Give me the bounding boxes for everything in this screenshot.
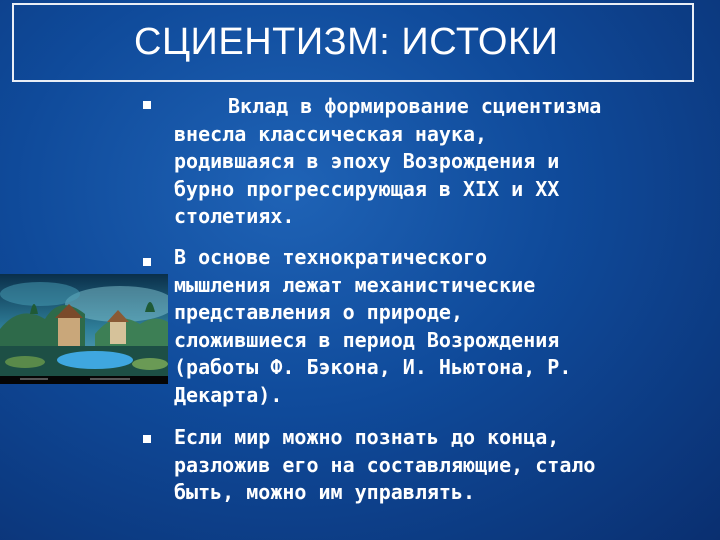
bullet-text-3: Если мир можно познать до конца, разложив его на составляющие, стало быть, можно им управлять. — [174, 425, 596, 504]
landscape-illustration — [0, 274, 168, 384]
title-frame — [12, 3, 694, 82]
fantasy-landscape-image — [0, 274, 168, 384]
bullet-text-2: В основе технократического мышления лежат механистические представления о природе, сложившиеся в период Возрождения (работы Ф. Бэкона, И. Ньютона, Р. Декарта). — [174, 245, 572, 407]
bullet-marker-3 — [143, 435, 151, 443]
bullet-marker-2 — [143, 258, 151, 266]
bullet-text-1: Вклад в формирование сциентизма внесла классическая наука, родившаяся в эпоху Возрождения и бурно прогрессирующая в XIX и XX столетиях. — [174, 94, 602, 228]
slide-title: СЦИЕНТИЗМ: ИСТОКИ — [134, 21, 559, 63]
bullet-marker-1 — [143, 101, 151, 109]
